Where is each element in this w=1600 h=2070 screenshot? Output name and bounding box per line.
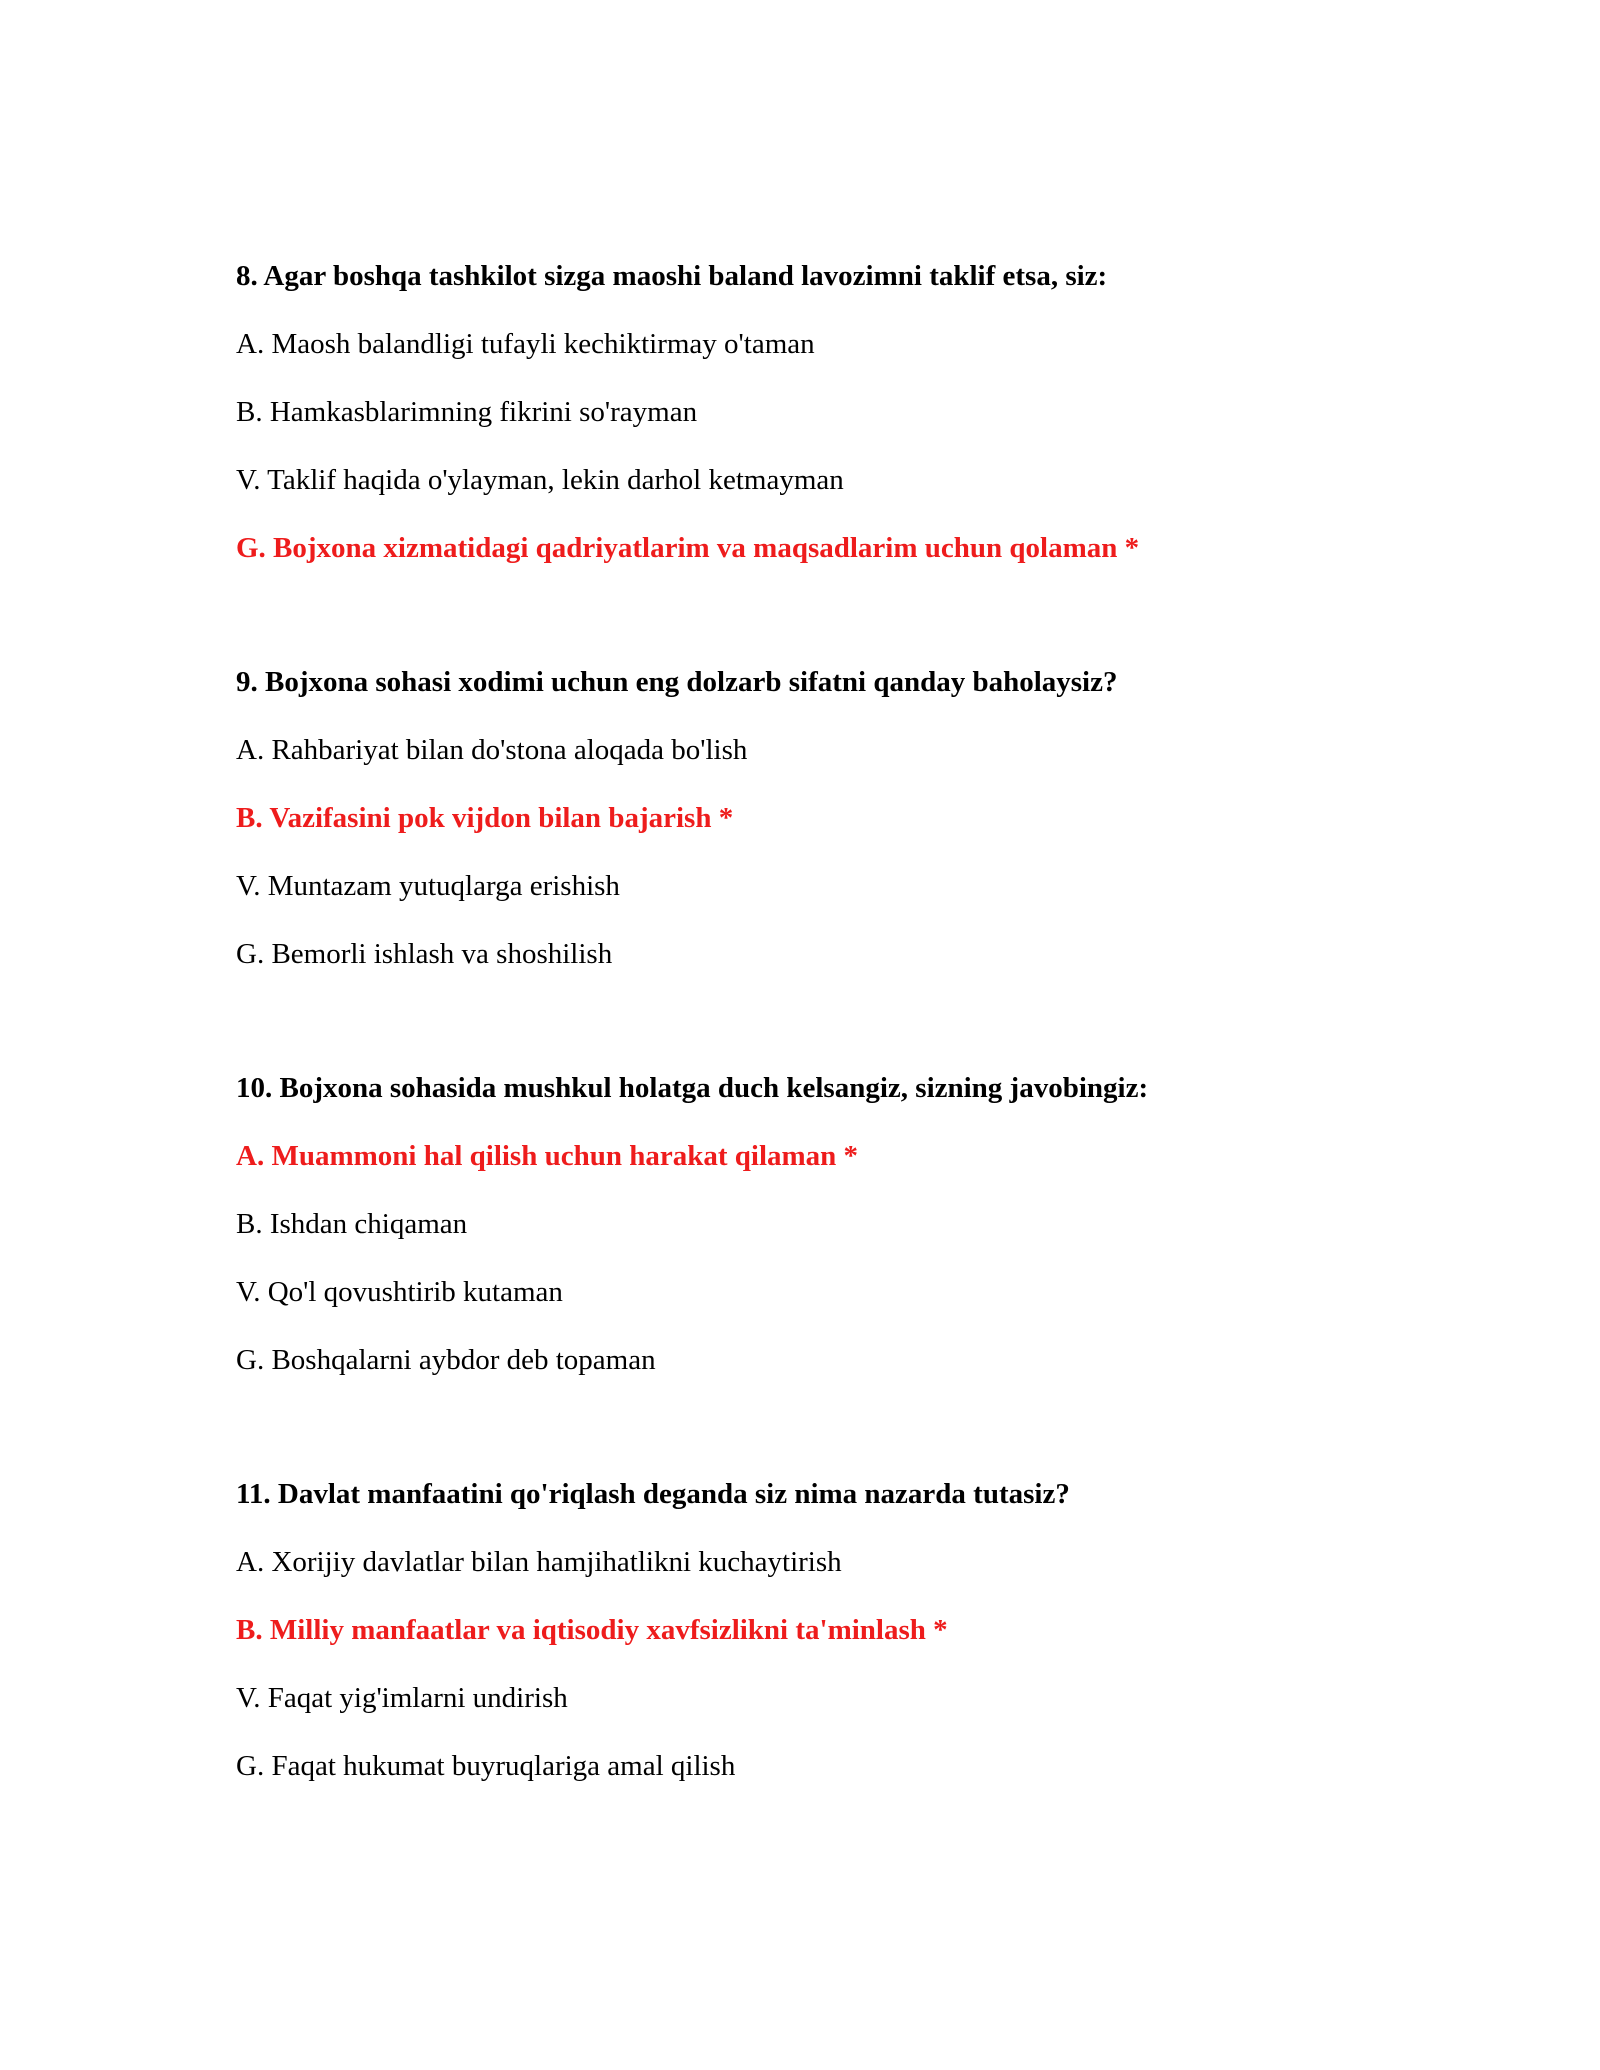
question-block-11 [236, 1477, 1436, 1783]
answer-option-a: A. Rahbariyat bilan do'stona aloqada bo'lish [236, 734, 748, 766]
correct-answer-option-b: B. Milliy manfaatlar va iqtisodiy xavfsizlikni ta'minlash * [236, 1614, 948, 1646]
answer-option-g: G. Bemorli ishlash va shoshilish [236, 938, 613, 970]
question-block-10 [236, 1071, 1436, 1377]
answer-option-v: V. Taklif haqida o'ylayman, lekin darhol ketmayman [236, 464, 844, 496]
question-title: 8. Agar boshqa tashkilot sizga maoshi baland lavozimni taklif etsa, siz: [236, 260, 1108, 292]
question-title: 11. Davlat manfaatini qo'riqlash deganda siz nima nazarda tutasiz? [236, 1478, 1070, 1510]
correct-answer-option-g: G. Bojxona xizmatidagi qadriyatlarim va maqsadlarim uchun qolaman * [236, 532, 1140, 564]
answer-option-g: G. Faqat hukumat buyruqlariga amal qilish [236, 1750, 736, 1782]
answer-option-b: B. Hamkasblarimning fikrini so'rayman [236, 396, 698, 428]
answer-option-v: V. Faqat yig'imlarni undirish [236, 1682, 568, 1714]
question-block-8 [236, 259, 1436, 565]
correct-answer-option-b: B. Vazifasini pok vijdon bilan bajarish * [236, 802, 734, 834]
answer-option-v: V. Muntazam yutuqlarga erishish [236, 870, 620, 902]
question-title: 9. Bojxona sohasi xodimi uchun eng dolzarb sifatni qanday baholaysiz? [236, 666, 1118, 698]
answer-option-g: G. Boshqalarni aybdor deb topaman [236, 1344, 656, 1376]
question-title: 10. Bojxona sohasida mushkul holatga duch kelsangiz, sizning javobingiz: [236, 1072, 1149, 1104]
question-block-9 [236, 665, 1436, 971]
answer-option-a: A. Maosh balandligi tufayli kechiktirmay o'taman [236, 328, 815, 360]
answer-option-b: B. Ishdan chiqaman [236, 1208, 468, 1240]
correct-answer-option-a: A. Muammoni hal qilish uchun harakat qilaman * [236, 1140, 859, 1172]
answer-option-v: V. Qo'l qovushtirib kutaman [236, 1276, 563, 1308]
answer-option-a: A. Xorijiy davlatlar bilan hamjihatlikni kuchaytirish [236, 1546, 842, 1578]
